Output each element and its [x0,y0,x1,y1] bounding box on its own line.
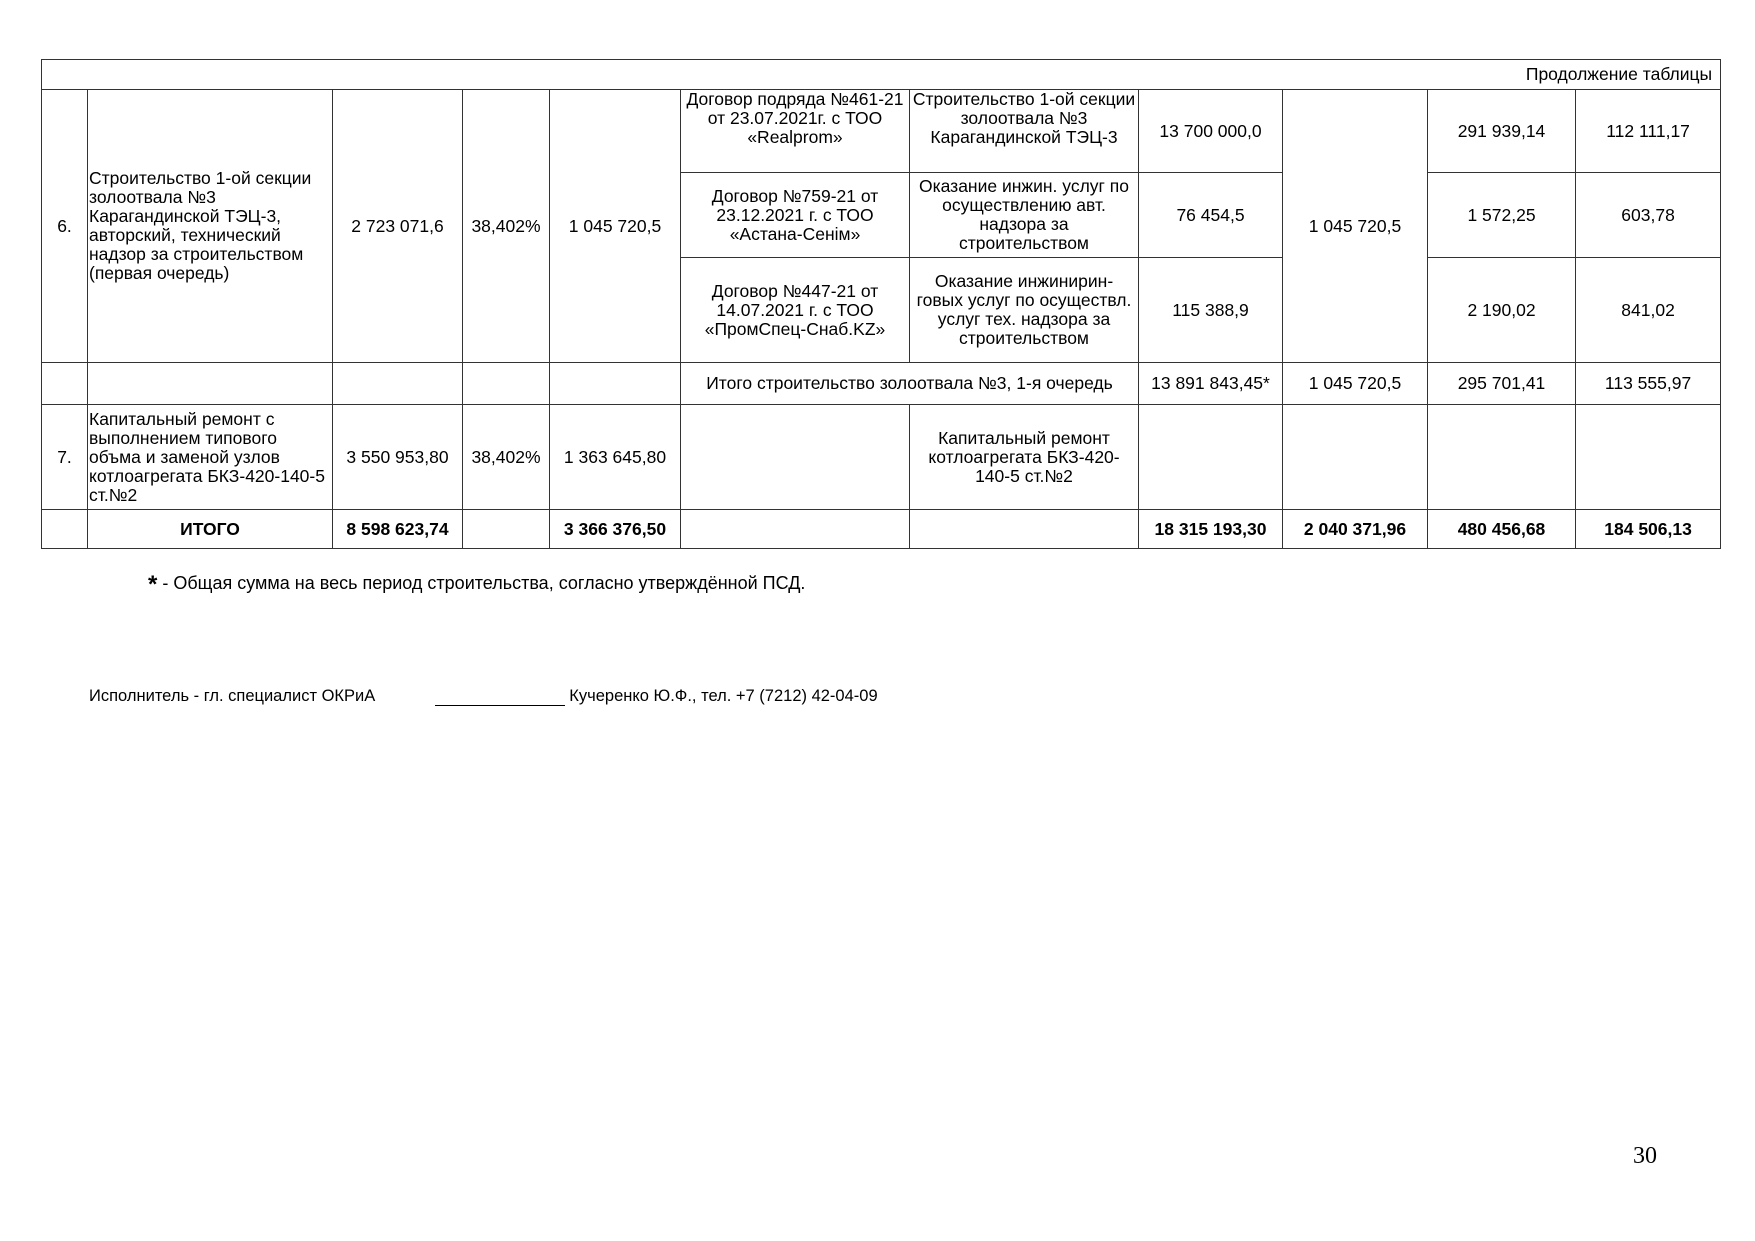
total-paid: 2 040 371,96 [1283,510,1428,549]
empty-cell [550,363,681,405]
sum-cell: 115 388,9 [1139,258,1283,363]
signature-line [435,689,565,706]
subtotal-col11: 113 555,97 [1576,363,1721,405]
empty-cell [42,510,88,549]
amount-cell: 3 550 953,80 [333,405,463,510]
subject-cell: Оказание инжинирин-говых услуг по осуществл. услуг тех. надзора за строительством [910,258,1139,363]
row-number: 6. [42,90,88,363]
subtotal-row [42,363,1721,405]
object-name: Строительство 1-ой секции золоотвала №3 Карагандинской ТЭЦ-3, авторский, технический надзор за строительством (первая очередь) [88,90,333,363]
empty-cell [910,510,1139,549]
executor-role: Исполнитель - гл. специалист ОКРиА [89,687,376,705]
subject-cell: Капитальный ремонт котлоагрегата БКЗ-420-140-5 ст.№2 [910,405,1139,510]
row-number: 7. [42,405,88,510]
page-number: 30 [1633,1143,1657,1169]
subject-cell: Оказание инжин. услуг по осуществлению авт. надзора за строительством [910,173,1139,258]
value-cell: 1 045 720,5 [550,90,681,363]
object-name: Капитальный ремонт с выполнением типового объма и заменой узлов котлоагрегата БКЗ-420-140-5 ст.№2 [88,405,333,510]
total-col11: 184 506,13 [1576,510,1721,549]
subtotal-col10: 295 701,41 [1428,363,1576,405]
total-label: ИТОГО [88,510,333,549]
share-cell: 38,402% [463,90,550,363]
col10-cell: 2 190,02 [1428,258,1576,363]
col11-cell: 841,02 [1576,258,1721,363]
share-cell: 38,402% [463,405,550,510]
col10-cell: 291 939,14 [1428,90,1576,173]
subtotal-sum: 13 891 843,45* [1139,363,1283,405]
col11-cell: 112 111,17 [1576,90,1721,173]
sum-cell: 76 454,5 [1139,173,1283,258]
total-amount: 8 598 623,74 [333,510,463,549]
empty-cell [1428,405,1576,510]
empty-cell [42,363,88,405]
amount-cell: 2 723 071,6 [333,90,463,363]
empty-cell [463,363,550,405]
empty-cell [463,510,550,549]
table-continuation-label: Продолжение таблицы [42,60,1721,90]
footnote [148,571,805,599]
subtotal-label: Итого строительство золоотвала №3, 1-я очередь [681,363,1139,405]
subtotal-paid: 1 045 720,5 [1283,363,1428,405]
contract-cell: Договор №447-21 от 14.07.2021 г. с ТОО «ПромСпец-Снаб.KZ» [681,258,910,363]
empty-cell [1283,405,1428,510]
table-row [42,90,1721,173]
footnote-star: * [148,571,158,598]
data-table [41,59,1721,549]
empty-cell [1576,405,1721,510]
contract-cell: Договор №759-21 от 23.12.2021 г. с ТОО «Астана-Сенім» [681,173,910,258]
contract-cell: Договор подряда №461-21 от 23.07.2021г. с ТОО «Realprom» [681,90,910,173]
value-cell: 1 363 645,80 [550,405,681,510]
total-sum: 18 315 193,30 [1139,510,1283,549]
executor-name: Кучеренко Ю.Ф., тел. +7 (7212) 42-04-09 [569,687,878,705]
empty-cell [333,363,463,405]
executor-line [89,687,878,706]
empty-cell [681,405,910,510]
total-col10: 480 456,68 [1428,510,1576,549]
col10-cell: 1 572,25 [1428,173,1576,258]
sum-cell: 13 700 000,0 [1139,90,1283,173]
total-value: 3 366 376,50 [550,510,681,549]
col11-cell: 603,78 [1576,173,1721,258]
subject-cell: Строительство 1-ой секции золоотвала №3 Карагандинской ТЭЦ-3 [910,90,1139,173]
total-row [42,510,1721,549]
empty-cell [88,363,333,405]
empty-cell [1139,405,1283,510]
footnote-text: - Общая сумма на весь период строительства, согласно утверждённой ПСД. [157,573,806,593]
table-row [42,405,1721,510]
empty-cell [681,510,910,549]
paid-cell: 1 045 720,5 [1283,90,1428,363]
